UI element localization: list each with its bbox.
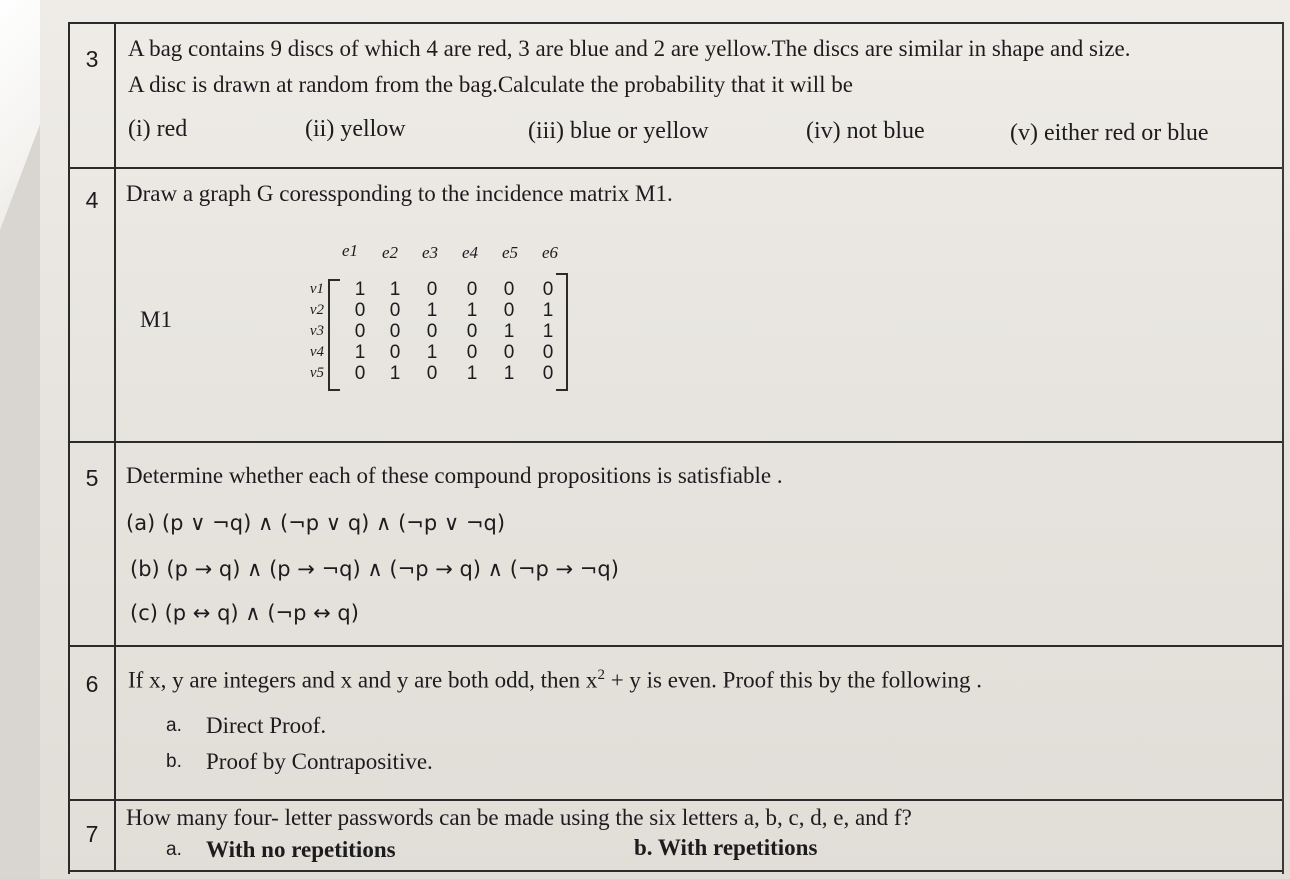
question-number: 7 (85, 821, 99, 847)
matrix-cell: 0 (542, 363, 554, 384)
matrix-cell: 1 (426, 342, 438, 363)
column-divider (114, 647, 116, 799)
matrix-cell: 1 (466, 300, 478, 321)
question-text-tail: + y is even. Proof this by the following . (604, 667, 983, 693)
matrix-row-label: v4 (309, 344, 324, 360)
matrix-column-header: e5 (501, 243, 519, 262)
matrix-cell: 0 (354, 321, 366, 342)
question-number: 3 (85, 46, 99, 72)
matrix-cell: 0 (354, 300, 366, 321)
matrix-left-bracket (328, 279, 340, 391)
question-text-line-1: A bag contains 9 discs of which 4 are red, 3 are blue and 2 are yellow.The discs are similar in shape and size. (128, 36, 1131, 61)
item-no-repetitions: With no repetitions (206, 837, 396, 862)
matrix-cell: 1 (426, 300, 438, 321)
item-with-repetitions: b. With repetitions (634, 835, 818, 860)
item-contrapositive: Proof by Contrapositive. (206, 749, 433, 774)
matrix-column-header: e6 (541, 243, 559, 262)
incidence-matrix (288, 241, 608, 431)
matrix-row-label: v2 (309, 302, 324, 318)
question-table (68, 22, 1284, 874)
matrix-row-label: v3 (309, 323, 324, 339)
column-divider (114, 169, 116, 441)
question-text: Determine whether each of these compound propositions is satisfiable . (126, 463, 783, 488)
matrix-column-header: e3 (421, 243, 439, 262)
matrix-cell: 1 (466, 363, 478, 384)
matrix-column-header: e1 (341, 241, 359, 260)
option-yellow: (ii) yellow (305, 116, 406, 142)
matrix-cell: 1 (542, 300, 554, 321)
matrix-cell: 0 (426, 279, 438, 300)
option-not-blue: (iv) not blue (806, 118, 925, 144)
matrix-column-header: e2 (381, 243, 399, 262)
exponent: 2 (597, 667, 605, 683)
matrix-cell: 0 (354, 363, 366, 384)
matrix-cell: 0 (426, 321, 438, 342)
matrix-column-header: e4 (461, 243, 479, 262)
matrix-cell: 1 (503, 363, 515, 384)
question-text-main: If x, y are integers and x and y are both odd, then x (128, 667, 598, 693)
matrix-cell: 0 (466, 279, 478, 300)
matrix-cell: 0 (503, 342, 515, 363)
column-divider (114, 24, 116, 167)
question-4-row (70, 169, 1282, 443)
question-text (128, 667, 982, 694)
matrix-cell: 0 (542, 279, 554, 300)
matrix-cell: 0 (389, 300, 401, 321)
question-6-row (70, 647, 1282, 801)
matrix-cell: 0 (466, 342, 478, 363)
matrix-cell: 0 (503, 300, 515, 321)
column-divider (114, 801, 116, 870)
matrix-cell: 0 (503, 279, 515, 300)
matrix-cell: 1 (503, 321, 515, 342)
matrix-cell: 1 (354, 342, 366, 363)
item-marker: b. (166, 751, 182, 772)
matrix-row-label: v5 (309, 365, 324, 381)
matrix-cell: 0 (389, 321, 401, 342)
question-text: How many four- letter passwords can be made using the six letters a, b, c, d, e, and f? (126, 805, 912, 830)
proposition-c: (c) (p ↔ q) ∧ (¬p ↔ q) (130, 601, 359, 625)
proposition-a: (a) (p ∨ ¬q) ∧ (¬p ∨ q) ∧ (¬p ∨ ¬q) (126, 511, 506, 535)
matrix-cell: 1 (389, 363, 401, 384)
question-text-line-2: A disc is drawn at random from the bag.Calculate the probability that it will be (128, 72, 853, 97)
item-direct-proof: Direct Proof. (206, 713, 327, 738)
column-divider (114, 443, 116, 645)
item-marker: a. (166, 715, 182, 736)
matrix-cell: 0 (426, 363, 438, 384)
question-7-row (70, 801, 1282, 872)
matrix-cell: 1 (389, 279, 401, 300)
question-3-row (70, 24, 1282, 169)
matrix-cell: 0 (542, 342, 554, 363)
question-number: 4 (85, 187, 99, 213)
option-blue-or-yellow: (iii) blue or yellow (528, 118, 709, 144)
item-marker: a. (166, 839, 182, 860)
matrix-cell: 1 (354, 279, 366, 300)
question-number: 6 (85, 671, 99, 697)
matrix-cell: 0 (389, 342, 401, 363)
question-5-row (70, 443, 1282, 647)
matrix-cell: 1 (542, 321, 554, 342)
proposition-b: (b) (p → q) ∧ (p → ¬q) ∧ (¬p → q) ∧ (¬p → ¬q) (130, 557, 619, 581)
matrix-row-label: v1 (309, 281, 324, 297)
option-red: (i) red (128, 116, 188, 142)
matrix-cell: 0 (466, 321, 478, 342)
matrix-label: M1 (140, 307, 172, 332)
question-text: Draw a graph G coressponding to the incidence matrix M1. (126, 181, 673, 206)
option-red-or-blue: (v) either red or blue (1010, 120, 1209, 146)
question-number: 5 (85, 465, 99, 491)
